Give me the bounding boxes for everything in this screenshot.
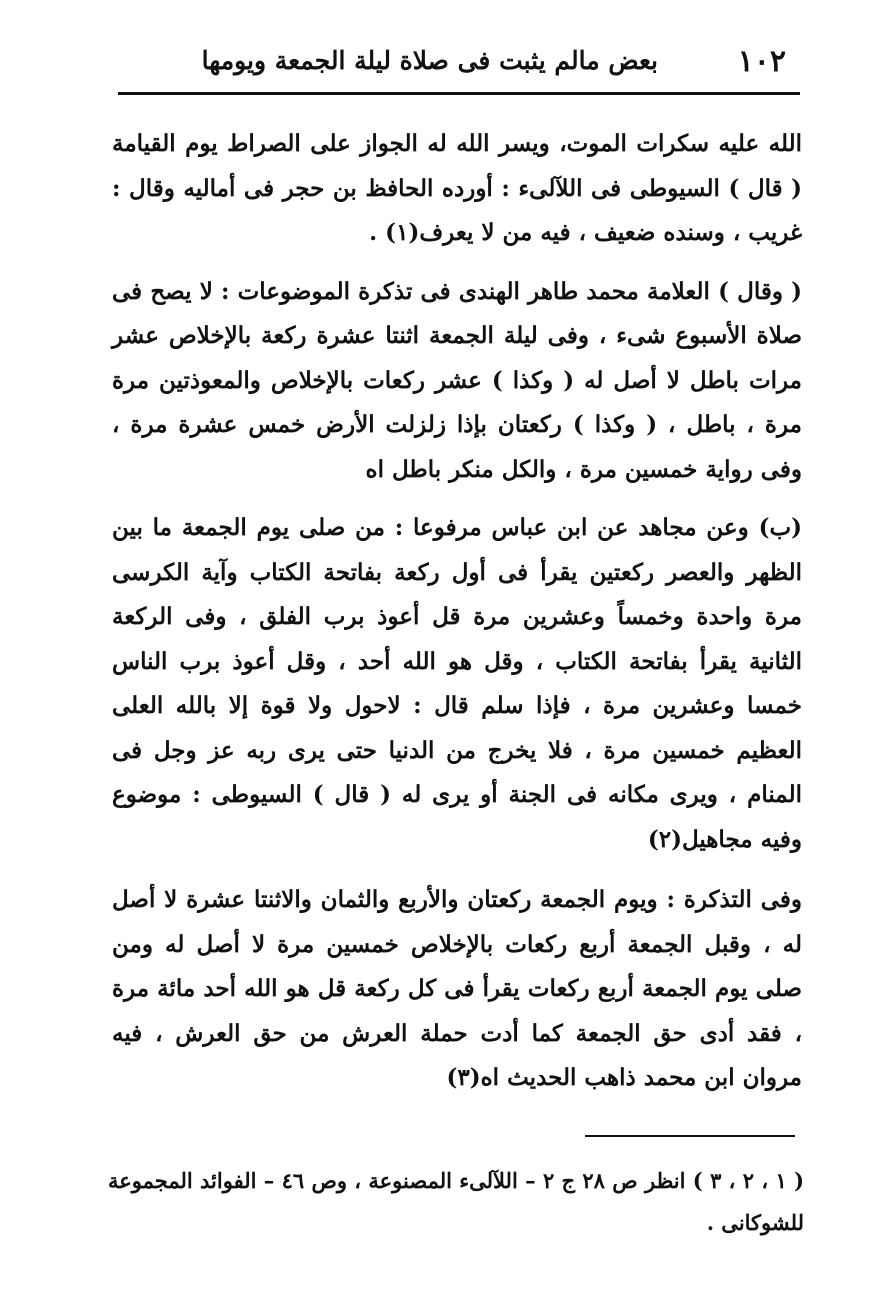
- paragraph-2: ( وقال ) العلامة محمد طاهر الهندى فى تذكرة الموضوعات : لا يصح فى صلاة الأسبوع شىء ، وفى ليلة الجمعة اثنتا عشرة ركعة بالإخلاص عشر مرات باطل لا أصل له ( وكذا ) عشر ركعات بالإخلاص والمعوذتين مرة مرة ، باطل ، ( وكذا ) ركعتان بإذا زلزلت الأرض خمس عشرة مرة ، وفى رواية خمسين مرة ، والكل منكر باطل اه: [112, 277, 802, 483]
- paragraph-3: (ب) وعن مجاهد عن ابن عباس مرفوعا : من صلى يوم الجمعة ما بين الظهر والعصر ركعتين يقرأ فى أول ركعة بفاتحة الكتاب وآية الكرسى مرة واحدة وخمساً وعشرين مرة قل أعوذ برب الفلق ، وفى الركعة الثانية يقرأ بفاتحة الكتاب ، وقل هو الله أحد ، وقل أعوذ برب الناس خمسا وعشرين مرة ، فإذا سلم قال : لاحول ولا قوة إلا بالله العلى العظيم خمسين مرة ، فلا يخرج من الدنيا حتى يرى ربه عز وجل فى المنام ، ويرى مكانه فى الجنة أو يرى له ( قال ) السيوطى : موضوع وفيه مجاهيل(٢): [112, 514, 802, 853]
- footnote-text: ( ١ ، ٢ ، ٣ ) انظر ص ٢٨ ج ٢ – اللآلىء المصنوعة ، وص ٤٦ – الفوائد المجموعة للشوكانى .: [108, 1168, 805, 1235]
- running-title: بعض مالم يثبت فى صلاة ليلة الجمعة ويومها: [201, 46, 658, 75]
- footnote-rule: [585, 1135, 795, 1137]
- header-rule: [118, 92, 800, 95]
- page-number: ١٠٢: [737, 44, 786, 79]
- page-header: [118, 38, 798, 88]
- footnotes: [108, 1160, 804, 1244]
- paragraph-1: الله عليه سكرات الموت، ويسر الله له الجواز على الصراط يوم القيامة ( قال ) السيوطى فى اللآلىء : أورده الحافظ بن حجر فى أماليه وقال : غريب ، وسنده ضعيف ، فيه من لا يعرف(١) .: [112, 130, 802, 246]
- paragraph-4: وفى التذكرة : ويوم الجمعة ركعتان والأربع والثمان والاثنتا عشرة لا أصل له ، وقبل الجمعة أربع ركعات بالإخلاص خمسين مرة لا أصل له ومن صلى يوم الجمعة أربع ركعات يقرأ فى كل ركعة قل هو الله أحد مائة مرة ، فقد أدى حق الجمعة كما أدت حملة العرش من حق العرش ، فيه مروان ابن محمد ذاهب الحديث اه(٣): [112, 886, 802, 1091]
- main-text: [112, 122, 802, 1115]
